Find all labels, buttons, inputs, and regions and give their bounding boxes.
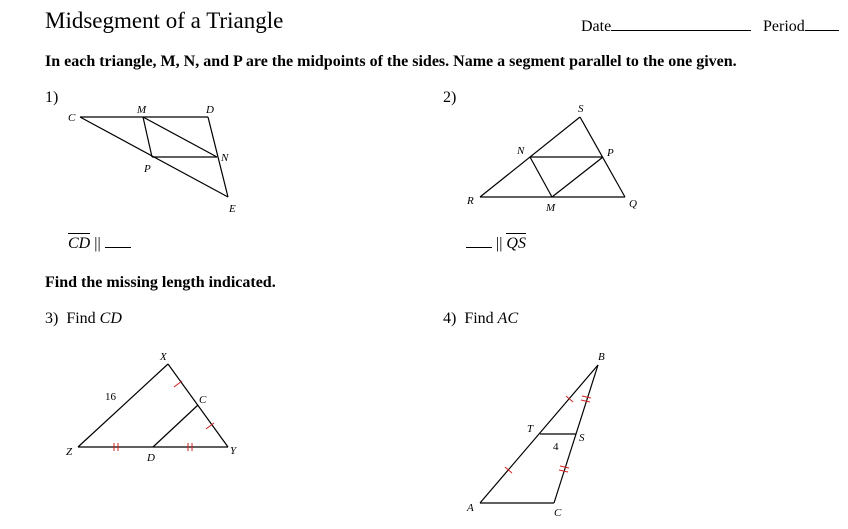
length-label-ZX: 16	[105, 391, 116, 403]
instructions-parallel: In each triangle, M, N, and P are the midpoints of the sides. Name a segment parallel to the one given.	[45, 53, 737, 70]
vertex-label-Q: Q	[629, 198, 637, 210]
problem-4-number: 4)	[443, 310, 457, 327]
problem-4-target: AC	[497, 310, 519, 327]
vertex-label-T: T	[527, 423, 534, 435]
period-label: Period	[763, 18, 805, 35]
vertex-label-E: E	[229, 203, 236, 215]
vertex-label-P: P	[607, 147, 614, 159]
problem-3-number: 3)	[45, 310, 59, 327]
segment-MP	[552, 157, 603, 197]
vertex-label-A: A	[467, 502, 474, 514]
problem-2-number: 2)	[443, 89, 457, 106]
triangle-1-labels	[68, 104, 236, 215]
vertex-label-M: M	[137, 104, 147, 116]
problem-1-given-segment: CD	[68, 235, 91, 252]
problem-3-target: CD	[99, 310, 122, 327]
problem-4-prompt: Find	[464, 310, 494, 327]
date-label: Date	[581, 18, 612, 35]
vertex-label-N: N	[517, 145, 525, 157]
worksheet-title: Midsegment of a Triangle	[45, 8, 284, 33]
vertex-label-M: M	[546, 202, 556, 214]
vertex-label-C: C	[554, 507, 562, 519]
problem-3-prompt: Find	[66, 310, 96, 327]
instructions-missing-length: Find the missing length indicated.	[45, 274, 276, 291]
vertex-label-R: R	[467, 195, 474, 207]
triangle-3-tick-marks	[114, 381, 214, 451]
problem-2-given-segment: QS	[506, 235, 526, 252]
segment-NM	[530, 157, 552, 197]
problem-2-parallel-symbol: ||	[496, 235, 503, 252]
segment-ZX	[78, 364, 168, 447]
length-label-TS: 4	[553, 441, 559, 453]
vertex-label-P: P	[144, 163, 151, 175]
triangle-2-diagram	[480, 117, 625, 197]
vertex-label-S: S	[578, 103, 584, 115]
tick-mark-SC-1	[560, 466, 569, 468]
vertex-label-D: D	[147, 452, 155, 464]
triangle-4-labels	[466, 351, 605, 519]
segment-MP	[143, 117, 152, 157]
vertex-label-N: N	[221, 152, 229, 164]
segment-DC	[153, 405, 198, 447]
problem-1-parallel-symbol: ||	[94, 235, 101, 252]
tick-mark-XC	[174, 381, 182, 387]
vertex-label-Z: Z	[66, 446, 73, 458]
vertex-label-Y: Y	[230, 445, 237, 457]
vertex-label-S: S	[579, 432, 585, 444]
vertex-label-C: C	[68, 112, 76, 124]
triangle-1-diagram	[80, 117, 228, 197]
tick-mark-BS-2	[581, 400, 590, 402]
segment-MN	[143, 117, 217, 157]
vertex-label-X: X	[160, 351, 167, 363]
vertex-label-D: D	[206, 104, 214, 116]
vertex-label-B: B	[598, 351, 605, 363]
vertex-label-C: C	[199, 394, 207, 406]
problem-1-number: 1)	[45, 89, 59, 106]
tick-mark-BS-1	[582, 396, 591, 398]
